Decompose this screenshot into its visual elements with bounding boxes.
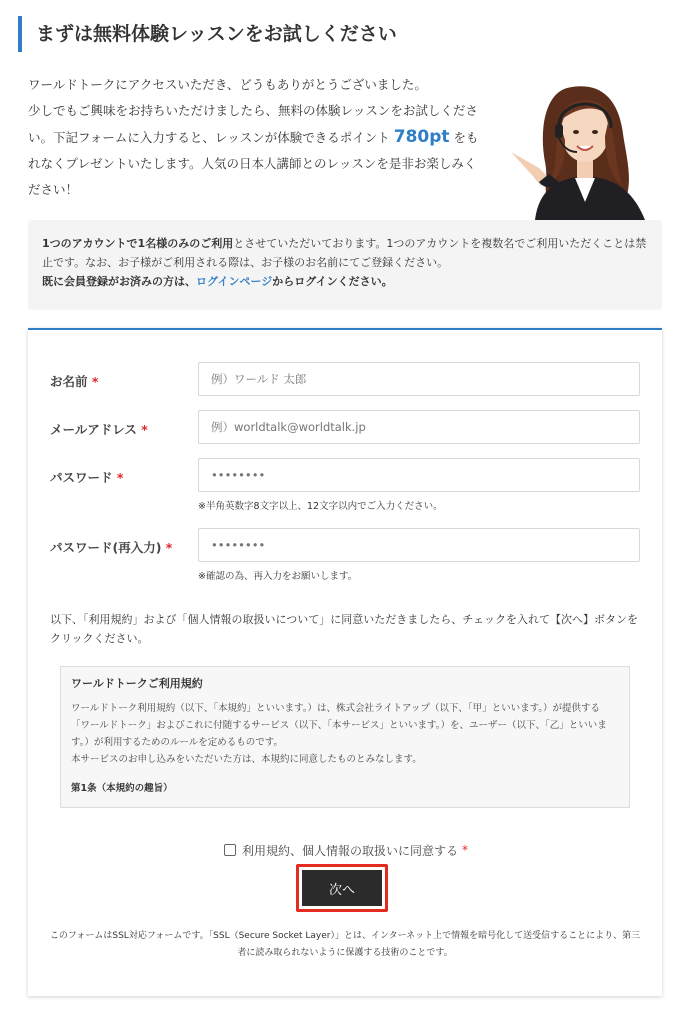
name-input[interactable] bbox=[198, 362, 640, 396]
notice-bold: 1つのアカウントで1名様のみのご利用 bbox=[42, 237, 234, 250]
terms-article-heading: 第1条（本規約の趣旨） bbox=[71, 783, 173, 794]
next-button-highlight bbox=[296, 864, 388, 912]
required-mark: * bbox=[462, 843, 469, 857]
password-confirm-label: パスワード(再入力) * bbox=[50, 540, 173, 555]
agree-checkbox-row[interactable] bbox=[224, 842, 468, 858]
email-input[interactable] bbox=[198, 410, 640, 444]
password-confirm-input[interactable] bbox=[198, 528, 640, 562]
intro-line: れなくプレゼントいたします。人気の日本人講師とのレッスンを是非お楽しみく bbox=[28, 156, 477, 171]
account-notice bbox=[28, 220, 662, 310]
required-mark: * bbox=[141, 422, 148, 437]
intro-text-part: をも bbox=[449, 130, 479, 145]
password-row bbox=[50, 458, 640, 514]
required-mark: * bbox=[165, 540, 173, 555]
password-confirm-row bbox=[50, 528, 640, 584]
name-label: お名前 * bbox=[50, 374, 99, 389]
email-row bbox=[50, 410, 640, 446]
required-mark: * bbox=[116, 470, 124, 485]
intro-line: ださい！ bbox=[28, 182, 79, 197]
agree-instructions: 以下、「利用規約」および「個人情報の取扱いについて」に同意いただきましたら、チェックを入れて【次へ】ボタンをクリックください。 bbox=[50, 613, 638, 645]
agree-checkbox-label: 利用規約、個人情報の取扱いに同意する bbox=[242, 843, 459, 858]
password-confirm-note: ※確認の為、再入力をお願いします。 bbox=[198, 571, 358, 582]
next-button[interactable]: 次へ bbox=[302, 870, 382, 906]
password-note: ※半角英数字8文字以上、12文字以内でご入力ください。 bbox=[198, 501, 443, 512]
points-highlight: 780pt bbox=[393, 127, 450, 147]
required-mark: * bbox=[91, 374, 99, 389]
intro-line bbox=[28, 124, 498, 151]
email-label: メールアドレス * bbox=[50, 422, 148, 437]
intro-line: 少しでもご興味をお持ちいただけましたら、無料の体験レッスンをお試しくださ bbox=[28, 103, 478, 118]
terms-box[interactable] bbox=[60, 666, 630, 808]
registration-form bbox=[28, 328, 662, 996]
notice-text: とさせていただいております。1つのアカウントを複数名でご利用いただくことは禁止です。なお、お子様がご利用される際は、お子様のお名前にてご登録ください。 bbox=[42, 237, 647, 269]
intro-text-part: い。下記フォームに入力すると、レッスンが体験できるポイント bbox=[28, 130, 394, 145]
terms-body: ワールドトーク利用規約（以下、「本規約」といいます。）は、株式会社ライトアップ（以下、「甲」といいます。）が提供する「ワールドトーク」およびこれに付随するサービス（以下、「本サービス」といいます。）を、ユーザー（以下、「乙」といいます。）が利用するためのルールを定めるものです。 bbox=[71, 703, 607, 748]
notice-bold: からログインください。 bbox=[272, 275, 393, 288]
intro-text bbox=[28, 72, 498, 203]
password-input[interactable] bbox=[198, 458, 640, 492]
ssl-note: このフォームはSSL対応フォームです。「SSL（Secure Socket Layer）」とは、インターネット上で情報を暗号化して送受信することにより、第三者に読み取られないように保護する技術のことです。 bbox=[49, 931, 641, 958]
intro-line: ワールドトークにアクセスいただき、どうもありがとうございました。 bbox=[28, 77, 427, 92]
terms-title: ワールドトークご利用規約 bbox=[71, 677, 203, 690]
login-page-link[interactable]: ログインページ bbox=[196, 275, 273, 288]
terms-body: 本サービスのお申し込みをいただいた方は、本規約に同意したものとみなします。 bbox=[71, 754, 422, 765]
support-operator-illustration bbox=[505, 70, 663, 220]
agree-checkbox[interactable] bbox=[224, 844, 236, 856]
notice-bold: 既に会員登録がお済みの方は、 bbox=[42, 275, 196, 288]
page-title: まずは無料体験レッスンをお試しください bbox=[18, 16, 678, 52]
password-label: パスワード * bbox=[50, 470, 124, 485]
name-row bbox=[50, 362, 640, 398]
